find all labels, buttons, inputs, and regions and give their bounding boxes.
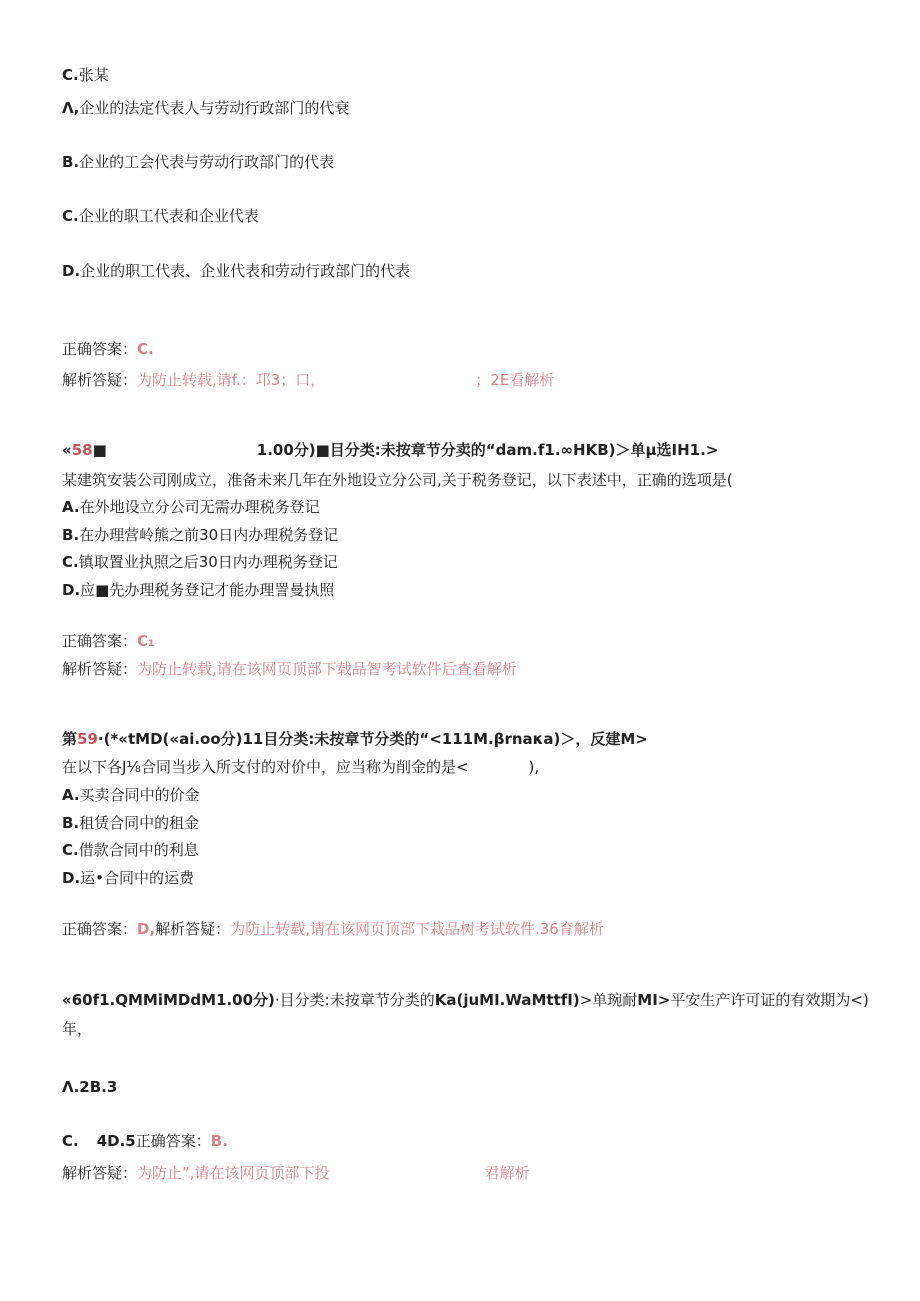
q59-option-b: B.租赁合同中的租金 [62,814,200,832]
q58-option-b: B.在办理营岭熊之前30日内办理税务登记 [62,526,339,544]
prev-option-d: D.企业的职工代表、企业代表和劳动行政部门的代表 [62,262,411,280]
prev-option-c2: C.企业的职工代表和企业代表 [62,207,259,225]
prev-option-b: B.企业的工会代表与劳动行政部门的代表 [62,153,335,171]
q59-option-a: A.买卖合同中的价金 [62,786,200,804]
q60-options-ab: Λ.2B.3 [62,1078,118,1096]
q58-stem: 某建筑安装公司刚成立，准备未来几年在外地设立分公司,关于税务登记，以下表述中，正确的选项是( [62,471,733,489]
q58-header: «58■ 1.00分)■目分类:未按章节分卖的“dam.f1.∞HKB)＞单μ选IH1.> [62,441,719,459]
prev-answer: 正确答案：C. [62,340,154,358]
q60-header: «60f1.QMMiMDdM1.00分)·目分类:未按章节分类的Ka(juMI.WaMttfI)>单琬耐MI>平安生产许可证的有效期为<) [62,991,869,1009]
q59-header: 第59·(*«tMD(«ai.oo分)11目分类:未按章节分类的“<111M.βrnaκa)＞，反建M> [62,730,648,748]
q58-analysis: 解析答疑：为防止转载,请在该网页顶部下载品智考试软件后查看解析 [62,660,517,678]
q60-options-cd-answer: C. 4D.5正确答案：B. [62,1132,228,1150]
q58-option-c: C.镇取置业执照之后30日内办理税务登记 [62,553,338,571]
q59-stem: 在以下各J⅛合同当步入所支付的对价中，应当称为削金的是< ), [62,758,540,776]
q59-answer-analysis: 正确答案：D,解析答疑：为防止转载,请在该网页顶部下栽品树考试软件.36育解析 [62,920,604,938]
q60-stem-line2: 年， [62,1020,93,1038]
q58-answer: 正确答案：C₁ [62,632,155,650]
q60-analysis: 解析答疑：为防止”,请在该网页顶部下投 君解析 [62,1164,530,1182]
prev-option-a: Λ,企业的法定代表人与劳动行政部门的代衰 [62,99,350,117]
q59-option-c: C.借款合同中的利息 [62,841,199,859]
prev-analysis: 解析答疑：为防止转载,请f.：邛3；口， ；2E看解析 [62,371,555,389]
q58-option-d: D.应■先办理税务登记才能办理詈曼执照 [62,581,335,599]
prev-option-c: C.张某 [62,66,109,84]
q59-option-d: D.运•合同中的运费 [62,869,195,887]
q58-option-a: A.在外地设立分公司无需办理税务登记 [62,498,320,516]
